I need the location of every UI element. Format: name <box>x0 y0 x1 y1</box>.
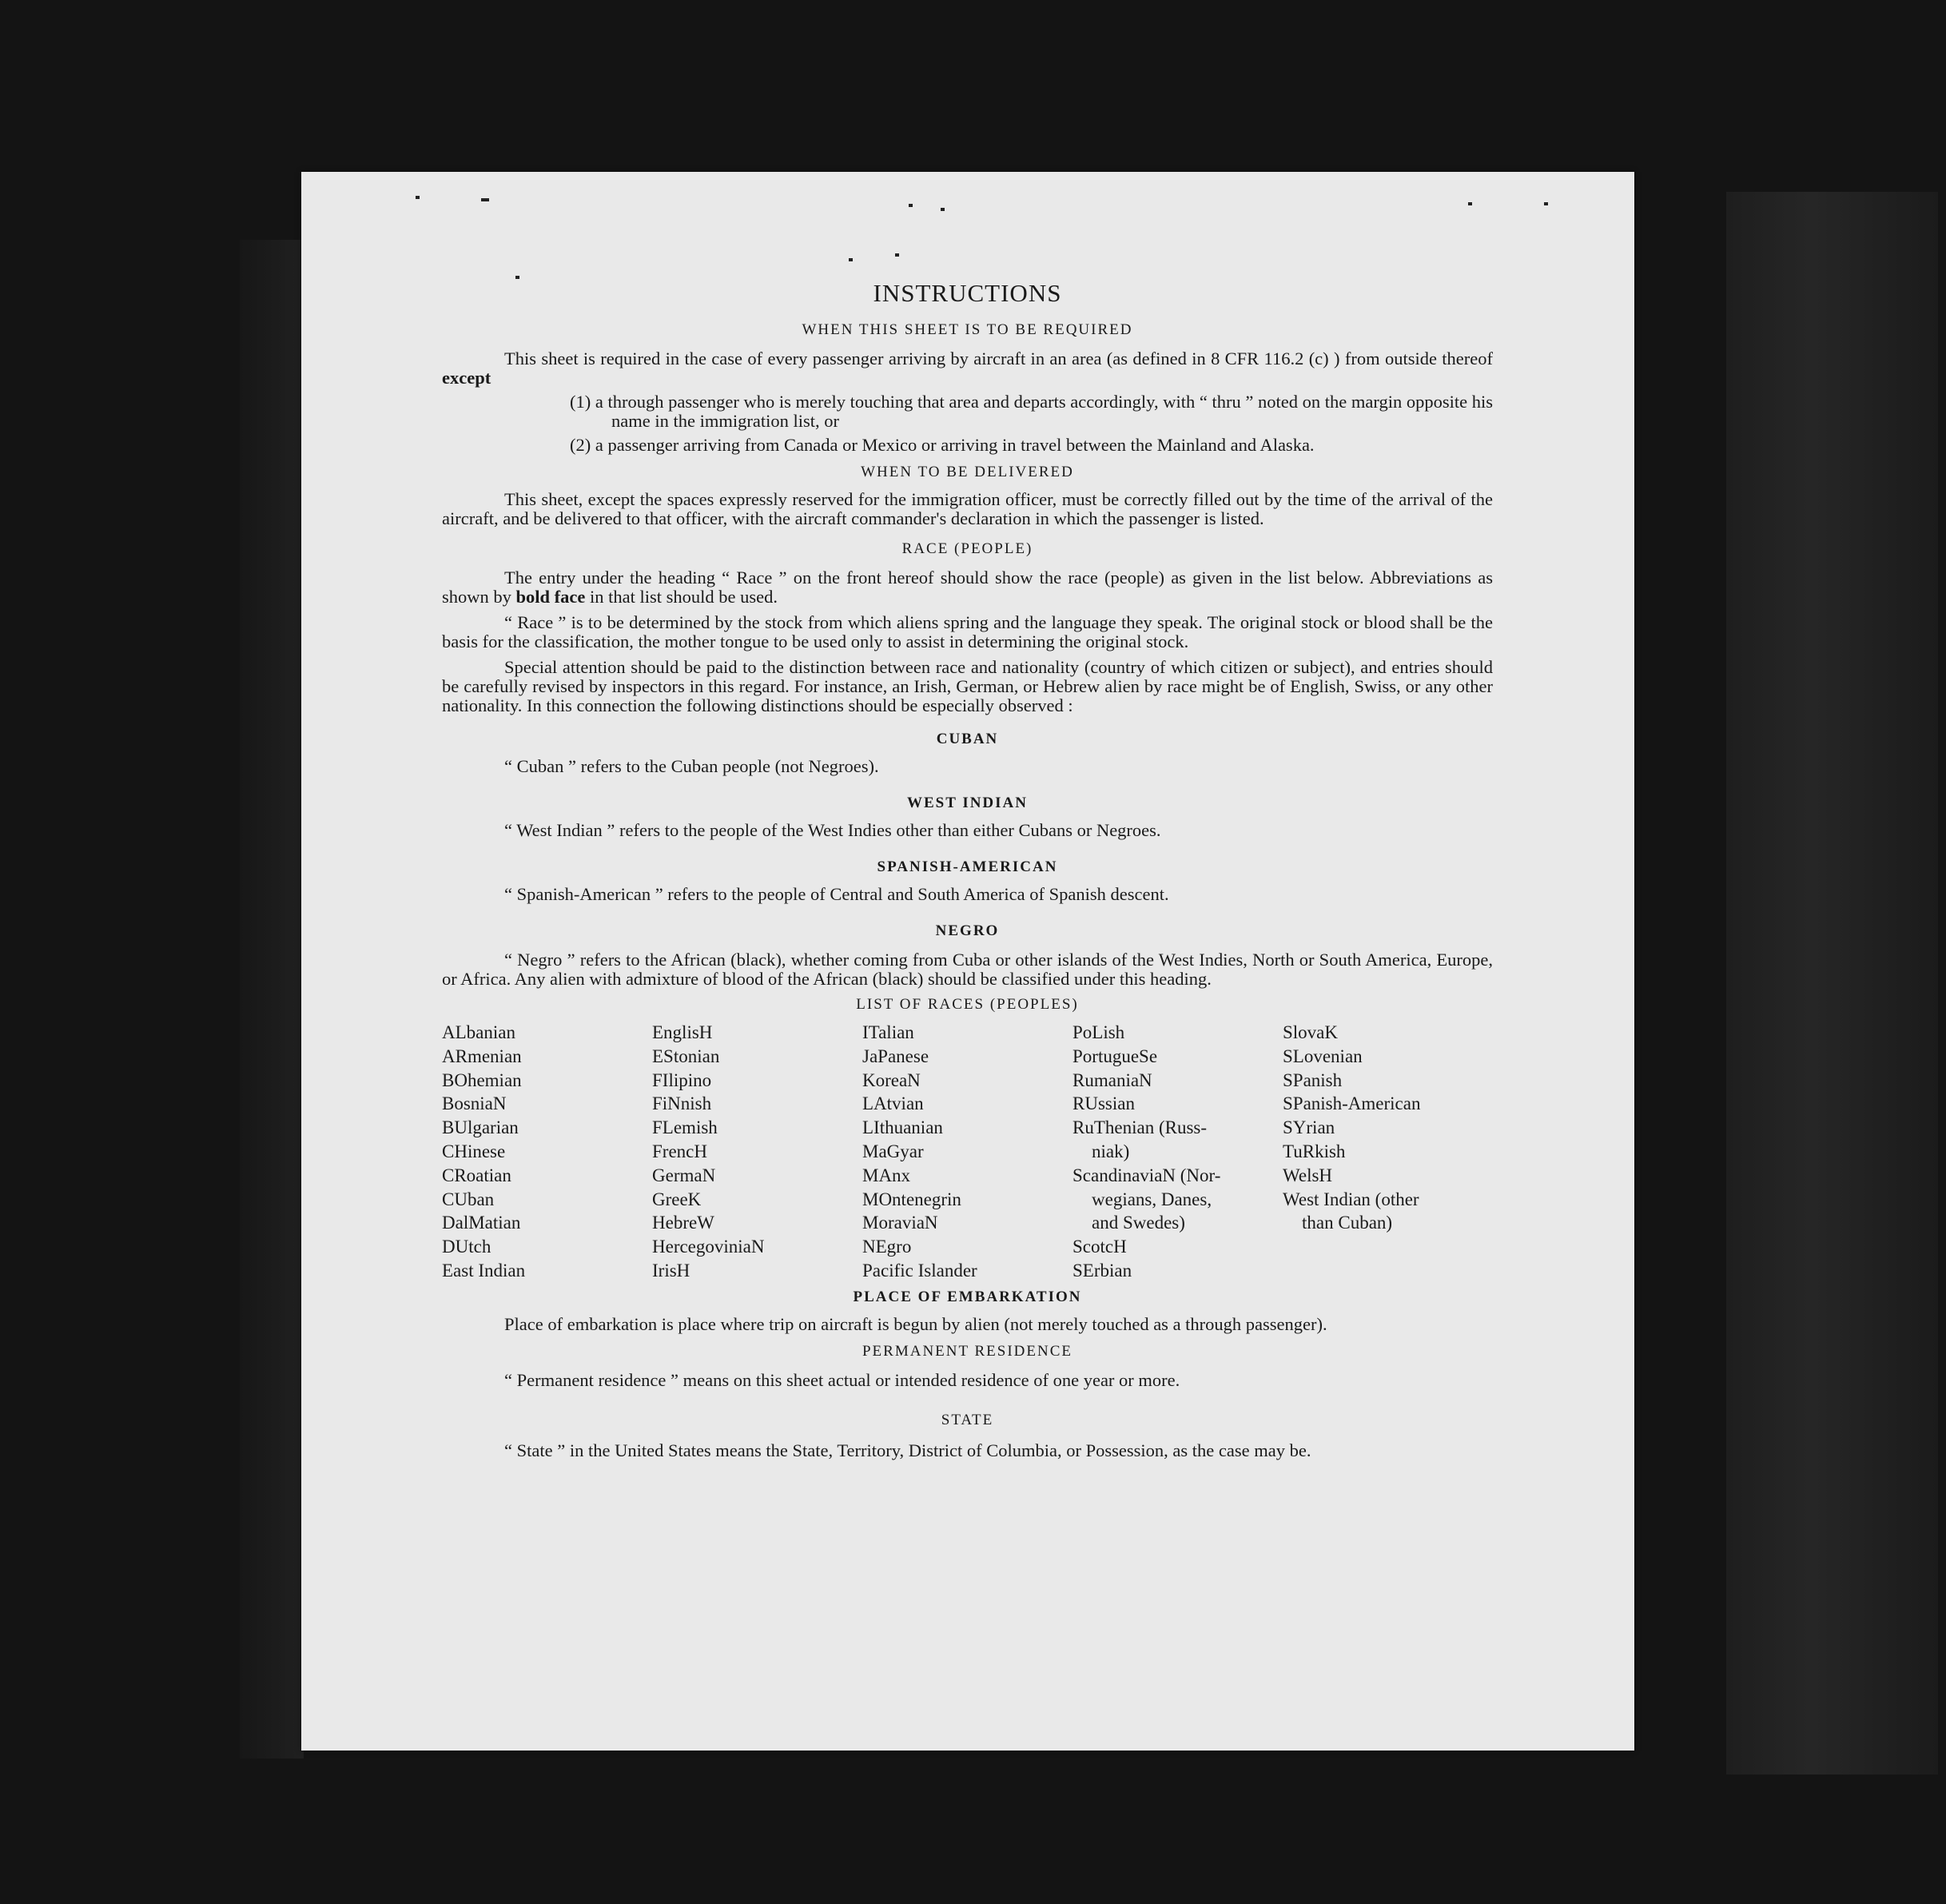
heading-state: STATE <box>941 1411 994 1428</box>
film-edge-left <box>240 240 304 1759</box>
race-item: PortugueSe <box>1072 1046 1158 1066</box>
race-item: SLovenian <box>1283 1046 1363 1066</box>
race-paragraph-3: Special attention should be paid to the distinction between race and nationality (country of which citizen or subject), and entries should be carefully revised by inspectors in this regard. For instance, an Irish, German, or Hebrew alien by race might be of English, Swiss, or any other nationality. In this connection the following distinctions should be especially observed : <box>442 657 1493 715</box>
heading-residence: PERMANENT RESIDENCE <box>862 1342 1073 1360</box>
scan-speck <box>515 276 519 279</box>
race-item: MaGyar <box>862 1141 924 1161</box>
race-item-continued: and Swedes) <box>1092 1213 1185 1233</box>
race-item: FrencH <box>652 1141 707 1161</box>
race-item: CUban <box>442 1189 495 1209</box>
scan-speck <box>416 196 420 199</box>
scan-speck <box>849 258 853 261</box>
race-item: DUtch <box>442 1237 491 1257</box>
scan-speck <box>941 208 945 211</box>
race-item: HercegoviniaN <box>652 1237 765 1257</box>
spanish-american-text: “ Spanish-American ” refers to the people of Central and South America of Spanish descent. <box>504 884 1169 904</box>
race-item: RuThenian (Russ- <box>1072 1117 1208 1138</box>
race-item: EStonian <box>652 1046 720 1066</box>
race-item: GreeK <box>652 1189 702 1209</box>
when-required-intro <box>442 349 1493 388</box>
document-page <box>301 172 1634 1751</box>
instructions-body <box>442 279 1493 1460</box>
scan-speck <box>1544 202 1548 205</box>
race-item: HebreW <box>652 1213 714 1233</box>
heading-race: RACE (PEOPLE) <box>901 540 1033 557</box>
race-item: CHinese <box>442 1141 506 1161</box>
scan-speck <box>895 253 899 257</box>
race-item: PoLish <box>1072 1022 1125 1042</box>
race-item: RUssian <box>1072 1093 1135 1114</box>
race-item: ScotcH <box>1072 1237 1127 1257</box>
race-item-continued: wegians, Danes, <box>1092 1189 1212 1209</box>
race-p1-text-c: in that list should be used. <box>585 587 778 607</box>
heading-when-required: WHEN THIS SHEET IS TO BE REQUIRED <box>802 321 1133 338</box>
heading-spanish-american: SPANISH-AMERICAN <box>877 858 1058 875</box>
race-list-table <box>442 1021 1493 1283</box>
heading-list-of-races: LIST OF RACES (PEOPLES) <box>856 996 1079 1013</box>
race-item: ITalian <box>862 1022 914 1042</box>
race-item: BOhemian <box>442 1070 522 1090</box>
race-column-3 <box>862 1021 1072 1283</box>
page-title: INSTRUCTIONS <box>873 279 1062 307</box>
exception-item-2: (2) a passenger arriving from Canada or Mexico or arriving in travel between the Mainland and Alaska. <box>570 435 1315 455</box>
race-item: MoraviaN <box>862 1213 938 1233</box>
race-item: FLemish <box>652 1117 718 1138</box>
race-column-5 <box>1283 1021 1493 1283</box>
race-item: MOntenegrin <box>862 1189 961 1209</box>
when-delivered-text: This sheet, except the spaces expressly reserved for the immigration officer, must be correctly filled out by the time of the arrival of the aircraft, and be delivered to that officer, with the aircraft commander's declaration in which the passenger is listed. <box>442 489 1493 528</box>
race-column-4-bottom <box>1072 1235 1283 1283</box>
race-item: SErbian <box>1072 1260 1132 1281</box>
scan-speck <box>481 198 489 201</box>
embarkation-text: Place of embarkation is place where trip on aircraft is begun by alien (not merely touched as a through passenger). <box>504 1313 1327 1334</box>
race-paragraph-1 <box>442 568 1493 607</box>
race-item: Pacific Islander <box>862 1260 977 1281</box>
negro-text: “ Negro ” refers to the African (black), whether coming from Cuba or other islands of the West Indies, North or South America, Europe, or Africa. Any alien with admixture of blood of the African (black) should be classified under this heading. <box>442 950 1493 989</box>
heading-negro: NEGRO <box>935 922 1000 939</box>
race-item: FiNnish <box>652 1093 712 1114</box>
scan-speck <box>909 204 913 207</box>
race-item: EnglisH <box>652 1022 713 1042</box>
scan-speck <box>1468 202 1472 205</box>
race-item-continued: niak) <box>1092 1141 1130 1161</box>
race-item: IrisH <box>652 1260 690 1281</box>
cuban-text: “ Cuban ” refers to the Cuban people (not Negroes). <box>504 756 879 776</box>
residence-text: “ Permanent residence ” means on this sheet actual or intended residence of one year or more. <box>504 1369 1180 1390</box>
bold-face-phrase: bold face <box>515 587 586 607</box>
race-item: ARmenian <box>442 1046 522 1066</box>
film-edge-right <box>1726 192 1938 1775</box>
race-item: SPanish-American <box>1283 1093 1421 1114</box>
race-column-4-top <box>1072 1021 1283 1116</box>
heading-embarkation: PLACE OF EMBARKATION <box>853 1288 1082 1305</box>
race-item: RumaniaN <box>1072 1070 1152 1090</box>
race-column-4 <box>1072 1021 1283 1283</box>
race-item: SPanish <box>1283 1070 1343 1090</box>
race-item: KoreaN <box>862 1070 921 1090</box>
race-item: West Indian (other <box>1283 1189 1419 1209</box>
race-item: East Indian <box>442 1260 526 1281</box>
race-item-continued: than Cuban) <box>1302 1213 1393 1233</box>
race-item: GermaN <box>652 1165 716 1185</box>
race-item: FIlipino <box>652 1070 712 1090</box>
race-column-5-top <box>1283 1021 1493 1188</box>
race-item: MAnx <box>862 1165 911 1185</box>
race-item: SYrian <box>1283 1117 1335 1138</box>
race-item: ScandinaviaN (Nor- <box>1072 1165 1221 1185</box>
race-column-2 <box>652 1021 862 1283</box>
heading-cuban: CUBAN <box>936 731 999 747</box>
west-indian-text: “ West Indian ” refers to the people of the West Indies other than either Cubans or Negroes. <box>504 820 1161 840</box>
race-item: TuRkish <box>1283 1141 1346 1161</box>
race-item: JaPanese <box>862 1046 929 1066</box>
race-item: LAtvian <box>862 1093 924 1114</box>
race-item: NEgro <box>862 1237 912 1257</box>
race-item: CRoatian <box>442 1165 511 1185</box>
race-item: SlovaK <box>1283 1022 1338 1042</box>
when-required-intro-text: This sheet is required in the case of every passenger arriving by aircraft in an area (as defined in 8 CFR 116.2 (c) ) from outside thereof <box>504 349 1493 368</box>
race-paragraph-2: “ Race ” is to be determined by the stock from which aliens spring and the language they speak. The original stock or blood shall be the basis for the classification, the mother tongue to be used only to assist in determining the original stock. <box>442 612 1493 651</box>
exception-item-1: (1) a through passenger who is merely touching that area and departs accordingly, with “ thru ” noted on the margin opposite his name in the immigration list, or <box>570 392 1493 431</box>
race-p1-text-a: The entry under the heading “ Race ” on the front hereof should show the race (people) as given in the list below. Abbreviations as shown by <box>442 568 1493 607</box>
race-item: ALbanian <box>442 1022 515 1042</box>
race-column-1 <box>442 1021 652 1283</box>
race-item: BUlgarian <box>442 1117 519 1138</box>
heading-west-indian: WEST INDIAN <box>907 795 1028 811</box>
heading-when-delivered: WHEN TO BE DELIVERED <box>861 464 1074 480</box>
state-text: “ State ” in the United States means the State, Territory, District of Columbia, or Possession, as the case may be. <box>504 1440 1311 1460</box>
race-item: WelsH <box>1283 1165 1333 1185</box>
except-word: except <box>442 368 491 388</box>
race-item: DalMatian <box>442 1213 521 1233</box>
race-item: LIthuanian <box>862 1117 943 1138</box>
race-item: BosniaN <box>442 1093 507 1114</box>
